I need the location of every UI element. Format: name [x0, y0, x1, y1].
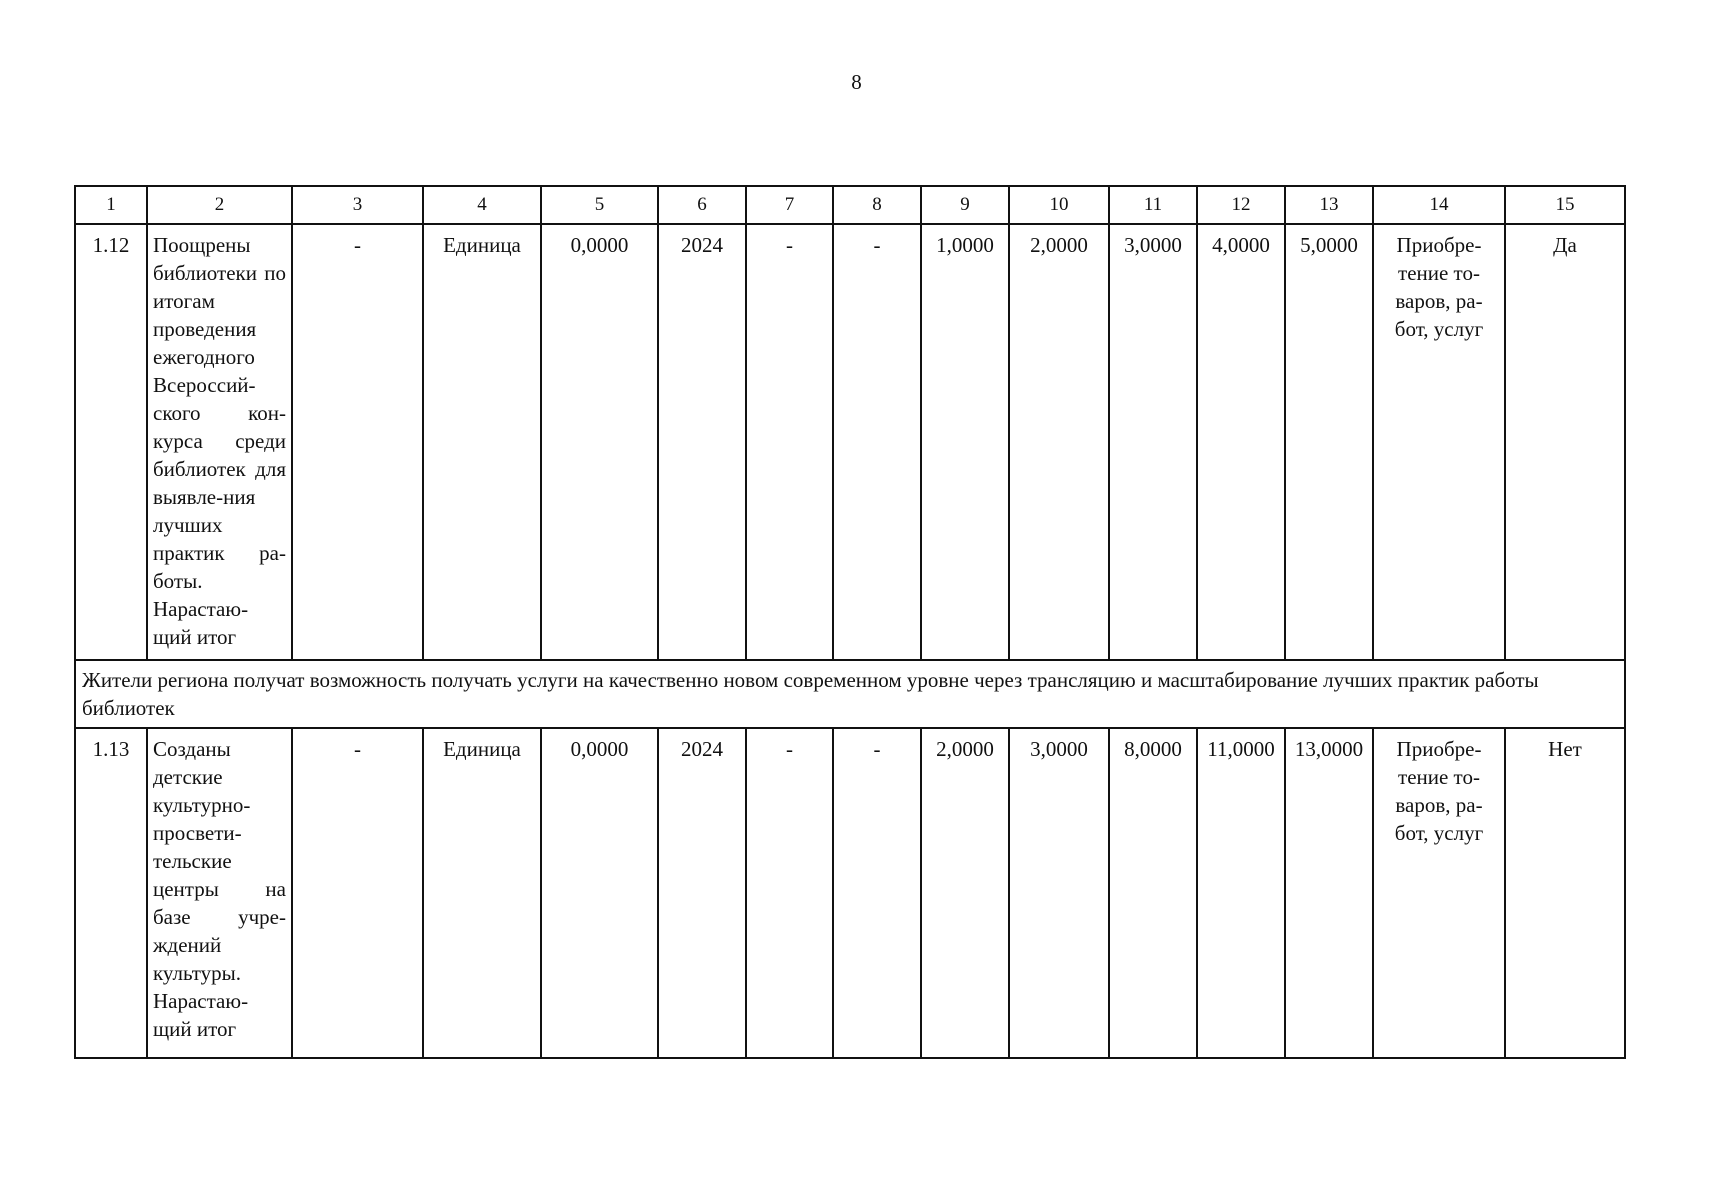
cell-col8: - — [833, 728, 921, 1058]
value-cell-9: 1,0000 — [921, 224, 1009, 660]
cell-col7: - — [746, 224, 833, 660]
column-header: 15 — [1505, 186, 1625, 224]
base-value-cell: 0,0000 — [541, 728, 658, 1058]
activity-type-line: варов, ра- — [1395, 289, 1483, 313]
value-cell-9: 2,0000 — [921, 728, 1009, 1058]
cell-col3: - — [292, 224, 423, 660]
column-header: 14 — [1373, 186, 1505, 224]
activity-type-line: бот, услуг — [1394, 317, 1484, 341]
value-cell-13: 5,0000 — [1285, 224, 1373, 660]
activity-type-cell — [1373, 224, 1505, 660]
value-cell-10: 2,0000 — [1009, 224, 1109, 660]
activity-type-line: тение то- — [1398, 261, 1480, 285]
value-cell-13: 13,0000 — [1285, 728, 1373, 1058]
column-header: 8 — [833, 186, 921, 224]
flag-cell: Да — [1505, 224, 1625, 660]
indicator-name: Поощрены библиотеки по итогам проведения ежегодного Всероссий-ского кон-курса среди библиотек для выявле-ния лучших практик ра-боты. Нарастаю-щий итог — [147, 224, 292, 660]
value-cell-10: 3,0000 — [1009, 728, 1109, 1058]
column-header: 12 — [1197, 186, 1285, 224]
row-number: 1.12 — [75, 224, 147, 660]
column-header: 13 — [1285, 186, 1373, 224]
base-value-cell: 0,0000 — [541, 224, 658, 660]
column-header: 10 — [1009, 186, 1109, 224]
base-year-cell: 2024 — [658, 728, 746, 1058]
row-number: 1.13 — [75, 728, 147, 1058]
cell-col7: - — [746, 728, 833, 1058]
unit-cell: Единица — [423, 224, 541, 660]
header-row — [75, 186, 1625, 224]
column-header: 2 — [147, 186, 292, 224]
column-header: 3 — [292, 186, 423, 224]
cell-col3: - — [292, 728, 423, 1058]
unit-cell: Единица — [423, 728, 541, 1058]
table-row — [75, 224, 1625, 660]
value-cell-12: 11,0000 — [1197, 728, 1285, 1058]
section-heading: Жители региона получат возможность получать услуги на качественно новом современном уровне через трансляцию и масштабирование лучших практик работы библиотек — [75, 660, 1625, 728]
indicator-name: Созданы детские культурно-просвети-тельские центры на базе учре-ждений культуры. Нарастаю-щий итог — [147, 728, 292, 1058]
column-header: 11 — [1109, 186, 1197, 224]
column-header: 1 — [75, 186, 147, 224]
activity-type-cell — [1373, 728, 1505, 1058]
activity-type-line: Приобре- — [1396, 737, 1482, 761]
activity-type-line: тение то- — [1398, 765, 1480, 789]
activity-type-line: варов, ра- — [1395, 793, 1483, 817]
activity-type-line: Приобре- — [1396, 233, 1482, 257]
activity-type-line: бот, услуг — [1394, 821, 1484, 845]
value-cell-11: 8,0000 — [1109, 728, 1197, 1058]
flag-cell: Нет — [1505, 728, 1625, 1058]
cell-col8: - — [833, 224, 921, 660]
column-header: 5 — [541, 186, 658, 224]
column-header: 7 — [746, 186, 833, 224]
table-row — [75, 728, 1625, 1058]
indicators-table — [74, 185, 1626, 1059]
section-row — [75, 660, 1625, 728]
page-number: 8 — [851, 70, 862, 94]
base-year-cell: 2024 — [658, 224, 746, 660]
value-cell-12: 4,0000 — [1197, 224, 1285, 660]
column-header: 4 — [423, 186, 541, 224]
value-cell-11: 3,0000 — [1109, 224, 1197, 660]
column-header: 6 — [658, 186, 746, 224]
column-header: 9 — [921, 186, 1009, 224]
